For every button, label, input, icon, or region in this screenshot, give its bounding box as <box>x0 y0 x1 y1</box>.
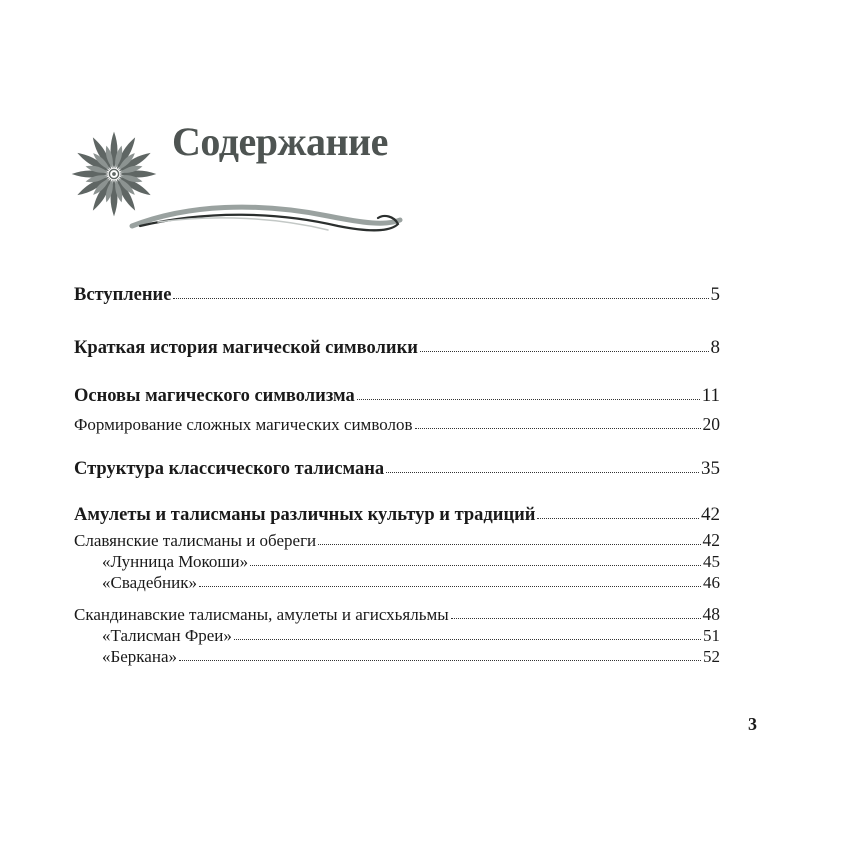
toc-entry-label: Славянские талисманы и обереги <box>74 531 317 550</box>
toc-entry-label: Структура классического талисмана <box>74 459 385 479</box>
toc-entry-label: Формирование сложных магических символов <box>74 415 413 434</box>
toc-entry-label: «Беркана» <box>102 647 177 666</box>
toc-entry-page: 20 <box>702 414 720 434</box>
page-title: Содержание <box>172 119 388 164</box>
toc-entry-page: 5 <box>710 284 720 305</box>
toc-leader-dots <box>537 518 699 519</box>
toc-entry-page: 35 <box>701 458 720 479</box>
toc-leader-dots <box>420 351 709 352</box>
toc-entry-talisman-structure[interactable] <box>74 458 720 480</box>
toc-entry-label: Вступление <box>74 285 172 305</box>
toc-leader-dots <box>318 544 700 545</box>
toc-entry-page: 42 <box>702 530 720 550</box>
toc-entry-label: «Лунница Мокоши» <box>102 552 249 571</box>
toc-leader-dots <box>250 565 701 566</box>
toc-entry-slavic[interactable] <box>74 530 720 551</box>
decorative-swash <box>128 196 404 246</box>
toc-entry-history[interactable] <box>74 337 720 359</box>
toc-entry-complex-symbols[interactable] <box>74 414 720 435</box>
toc-leader-dots <box>451 618 701 619</box>
toc-leader-dots <box>199 586 701 587</box>
toc-entry-page: 46 <box>703 573 720 592</box>
toc-entry-basics[interactable] <box>74 385 720 407</box>
toc-entry-label: Скандинавские талисманы, амулеты и агисхьяльмы <box>74 605 449 624</box>
toc-entry-svadebnik[interactable] <box>74 573 720 593</box>
toc-entry-page: 8 <box>710 337 720 358</box>
toc-leader-dots <box>357 399 700 400</box>
toc-leader-dots <box>386 472 699 473</box>
toc-entry-page: 52 <box>703 647 720 666</box>
toc-entry-freya[interactable] <box>74 626 720 646</box>
toc-entry-page: 51 <box>703 626 720 645</box>
page-number: 3 <box>748 714 757 734</box>
toc-entry-berkana[interactable] <box>74 647 720 667</box>
toc-entry-label: Амулеты и талисманы различных культур и традиций <box>74 505 536 525</box>
toc-leader-dots <box>415 428 701 429</box>
toc-entry-page: 42 <box>701 504 720 525</box>
toc-entry-page: 11 <box>701 385 720 406</box>
toc-entry-introduction[interactable] <box>74 284 720 306</box>
toc-entry-label: Основы магического символизма <box>74 386 355 406</box>
toc-entry-lunnitsa[interactable] <box>74 552 720 572</box>
toc-entry-label: «Свадебник» <box>102 573 197 592</box>
table-of-contents <box>74 284 720 667</box>
toc-entry-label: Краткая история магической символики <box>74 338 418 358</box>
toc-entry-label: «Талисман Фреи» <box>102 626 232 645</box>
toc-entry-scandinavian[interactable] <box>74 604 720 625</box>
toc-leader-dots <box>234 639 701 640</box>
toc-entry-page: 45 <box>703 552 720 571</box>
toc-leader-dots <box>173 298 708 299</box>
toc-leader-dots <box>179 660 701 661</box>
toc-entry-page: 48 <box>702 604 720 624</box>
toc-entry-amulets-cultures[interactable] <box>74 504 720 526</box>
